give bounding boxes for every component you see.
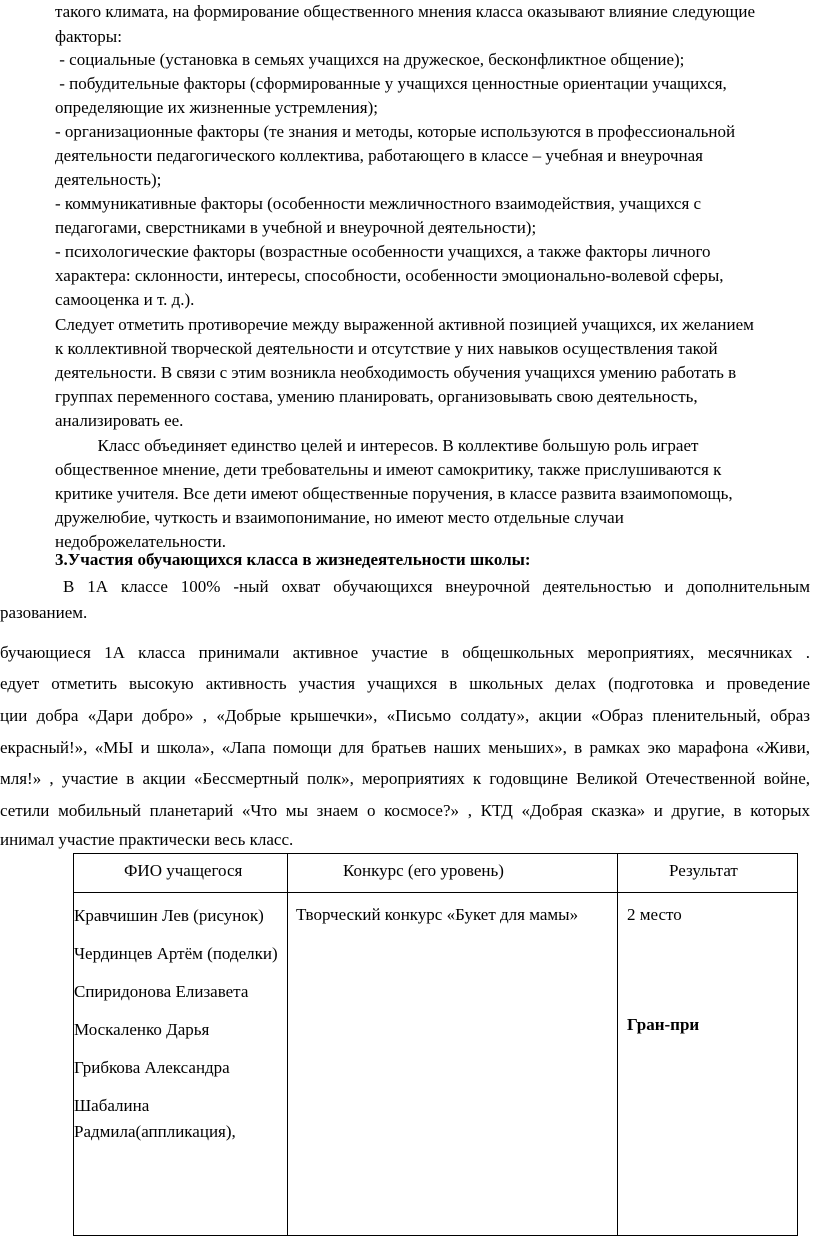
- text-line: - психологические факторы (возрастные особенности учащихся, а также факторы личного: [55, 242, 711, 261]
- student-name: Кравчишин Лев (рисунок): [74, 906, 264, 925]
- text-line: педагогами, сверстниками в учебной и внеурочной деятельности);: [55, 218, 537, 237]
- text-line: факторы:: [55, 27, 122, 46]
- contest-name: Творческий конкурс «Букет для мамы»: [296, 905, 579, 924]
- text-line: определяющие их жизненные устремления);: [55, 98, 378, 117]
- text-line: едует отметить высокую активность участия учащихся в школьных делах (подготовка и проведение: [0, 674, 810, 693]
- text-line: ции добра «Дари добро» , «Добрые крышечки», «Письмо солдату», акции «Образ пленительный, образ: [0, 706, 810, 725]
- header-cell: [74, 854, 288, 893]
- student-name: Москаленко Дарья: [74, 1020, 210, 1039]
- text-line: сетили мобильный планетарий «Что мы знаем о космосе?» , КТД «Добрая сказка» и другие, в которых: [0, 801, 810, 820]
- student-name: Грибкова Александра: [74, 1058, 230, 1077]
- text-line: В 1А классе 100% -ный охват обучающихся внеурочной деятельностью и дополнительным: [63, 577, 810, 596]
- text-line: деятельности педагогического коллектива, работающего в классе – учебная и внеурочная: [55, 146, 703, 165]
- contest-cell: [288, 893, 618, 1236]
- header-contest: Конкурс (его уровень): [343, 861, 504, 880]
- result-grand-prix: Гран-при: [627, 1015, 700, 1034]
- text-line: самооценка и т. д.).: [55, 290, 195, 309]
- result-cell: [618, 893, 798, 1236]
- text-line: характера: склонности, интересы, способности, особенности эмоционально-волевой сферы,: [55, 266, 724, 285]
- text-line: анализировать ее.: [55, 411, 184, 430]
- results-table: [73, 853, 798, 1236]
- header-name: ФИО учащегося: [124, 861, 243, 880]
- student-name: Чердинцев Артём (поделки): [74, 944, 278, 963]
- text-line: - организационные факторы (те знания и методы, которые используются в профессиональной: [55, 122, 736, 141]
- text-line: Следует отметить противоречие между выраженной активной позицией учащихся, их желанием: [55, 315, 754, 334]
- text-line: к коллективной творческой деятельности и отсутствие у них навыков осуществления такой: [55, 339, 718, 358]
- text-line: бучающиеся 1А класса принимали активное участие в общешкольных мероприятиях, месячниках .: [0, 643, 810, 662]
- text-line: - побудительные факторы (сформированные у учащихся ценностные ориентации учащихся,: [55, 74, 727, 93]
- text-line: мля!» , участие в акции «Бессмертный полк», мероприятиях к годовщине Великой Отечественной войне,: [0, 769, 810, 788]
- table-header-row: [74, 854, 798, 893]
- text-line: - социальные (установка в семьях учащихся на дружеское, бесконфликтное общение);: [55, 50, 685, 69]
- text-line: общественное мнение, дети требовательны и имеют самокритику, также прислушиваются к: [55, 460, 722, 479]
- section-heading: 3.Участия обучающихся класса в жизнедеятельности школы:: [55, 550, 531, 569]
- text-line: критике учителя. Все дети имеют общественные поручения, в классе развита взаимопомощь,: [55, 484, 733, 503]
- student-name: Спиридонова Елизавета: [74, 982, 249, 1001]
- result-place: 2 место: [627, 905, 682, 924]
- students-cell: [74, 893, 288, 1236]
- text-line: деятельность);: [55, 170, 162, 189]
- text-line: дружелюбие, чуткость и взаимопонимание, но имеют место отдельные случаи: [55, 508, 624, 527]
- header-result: Результат: [669, 861, 738, 880]
- header-cell: [618, 854, 798, 893]
- text-line: деятельности. В связи с этим возникла необходимость обучения учащихся умению работать в: [55, 363, 737, 382]
- text-line: инимал участие практически весь класс.: [0, 830, 294, 849]
- table-row: [74, 893, 798, 1236]
- text-line: такого климата, на формирование общественного мнения класса оказывают влияние следующие: [55, 2, 756, 21]
- text-line: группах переменного состава, умению планировать, организовывать свою деятельность,: [55, 387, 698, 406]
- text-line: недоброжелательности.: [55, 532, 227, 551]
- student-name: Шабалина Радмила(аппликация),: [74, 1096, 236, 1141]
- text-line: разованием.: [0, 603, 88, 622]
- header-cell: [288, 854, 618, 893]
- text-line: екрасный!», «МЫ и школа», «Лапа помощи для братьев наших меньших», в рамках эко марафона «Живи,: [0, 738, 810, 757]
- text-line: - коммуникативные факторы (особенности межличностного взаимодействия, учащихся с: [55, 194, 702, 213]
- text-line: Класс объединяет единство целей и интересов. В коллективе большую роль играет: [55, 436, 699, 455]
